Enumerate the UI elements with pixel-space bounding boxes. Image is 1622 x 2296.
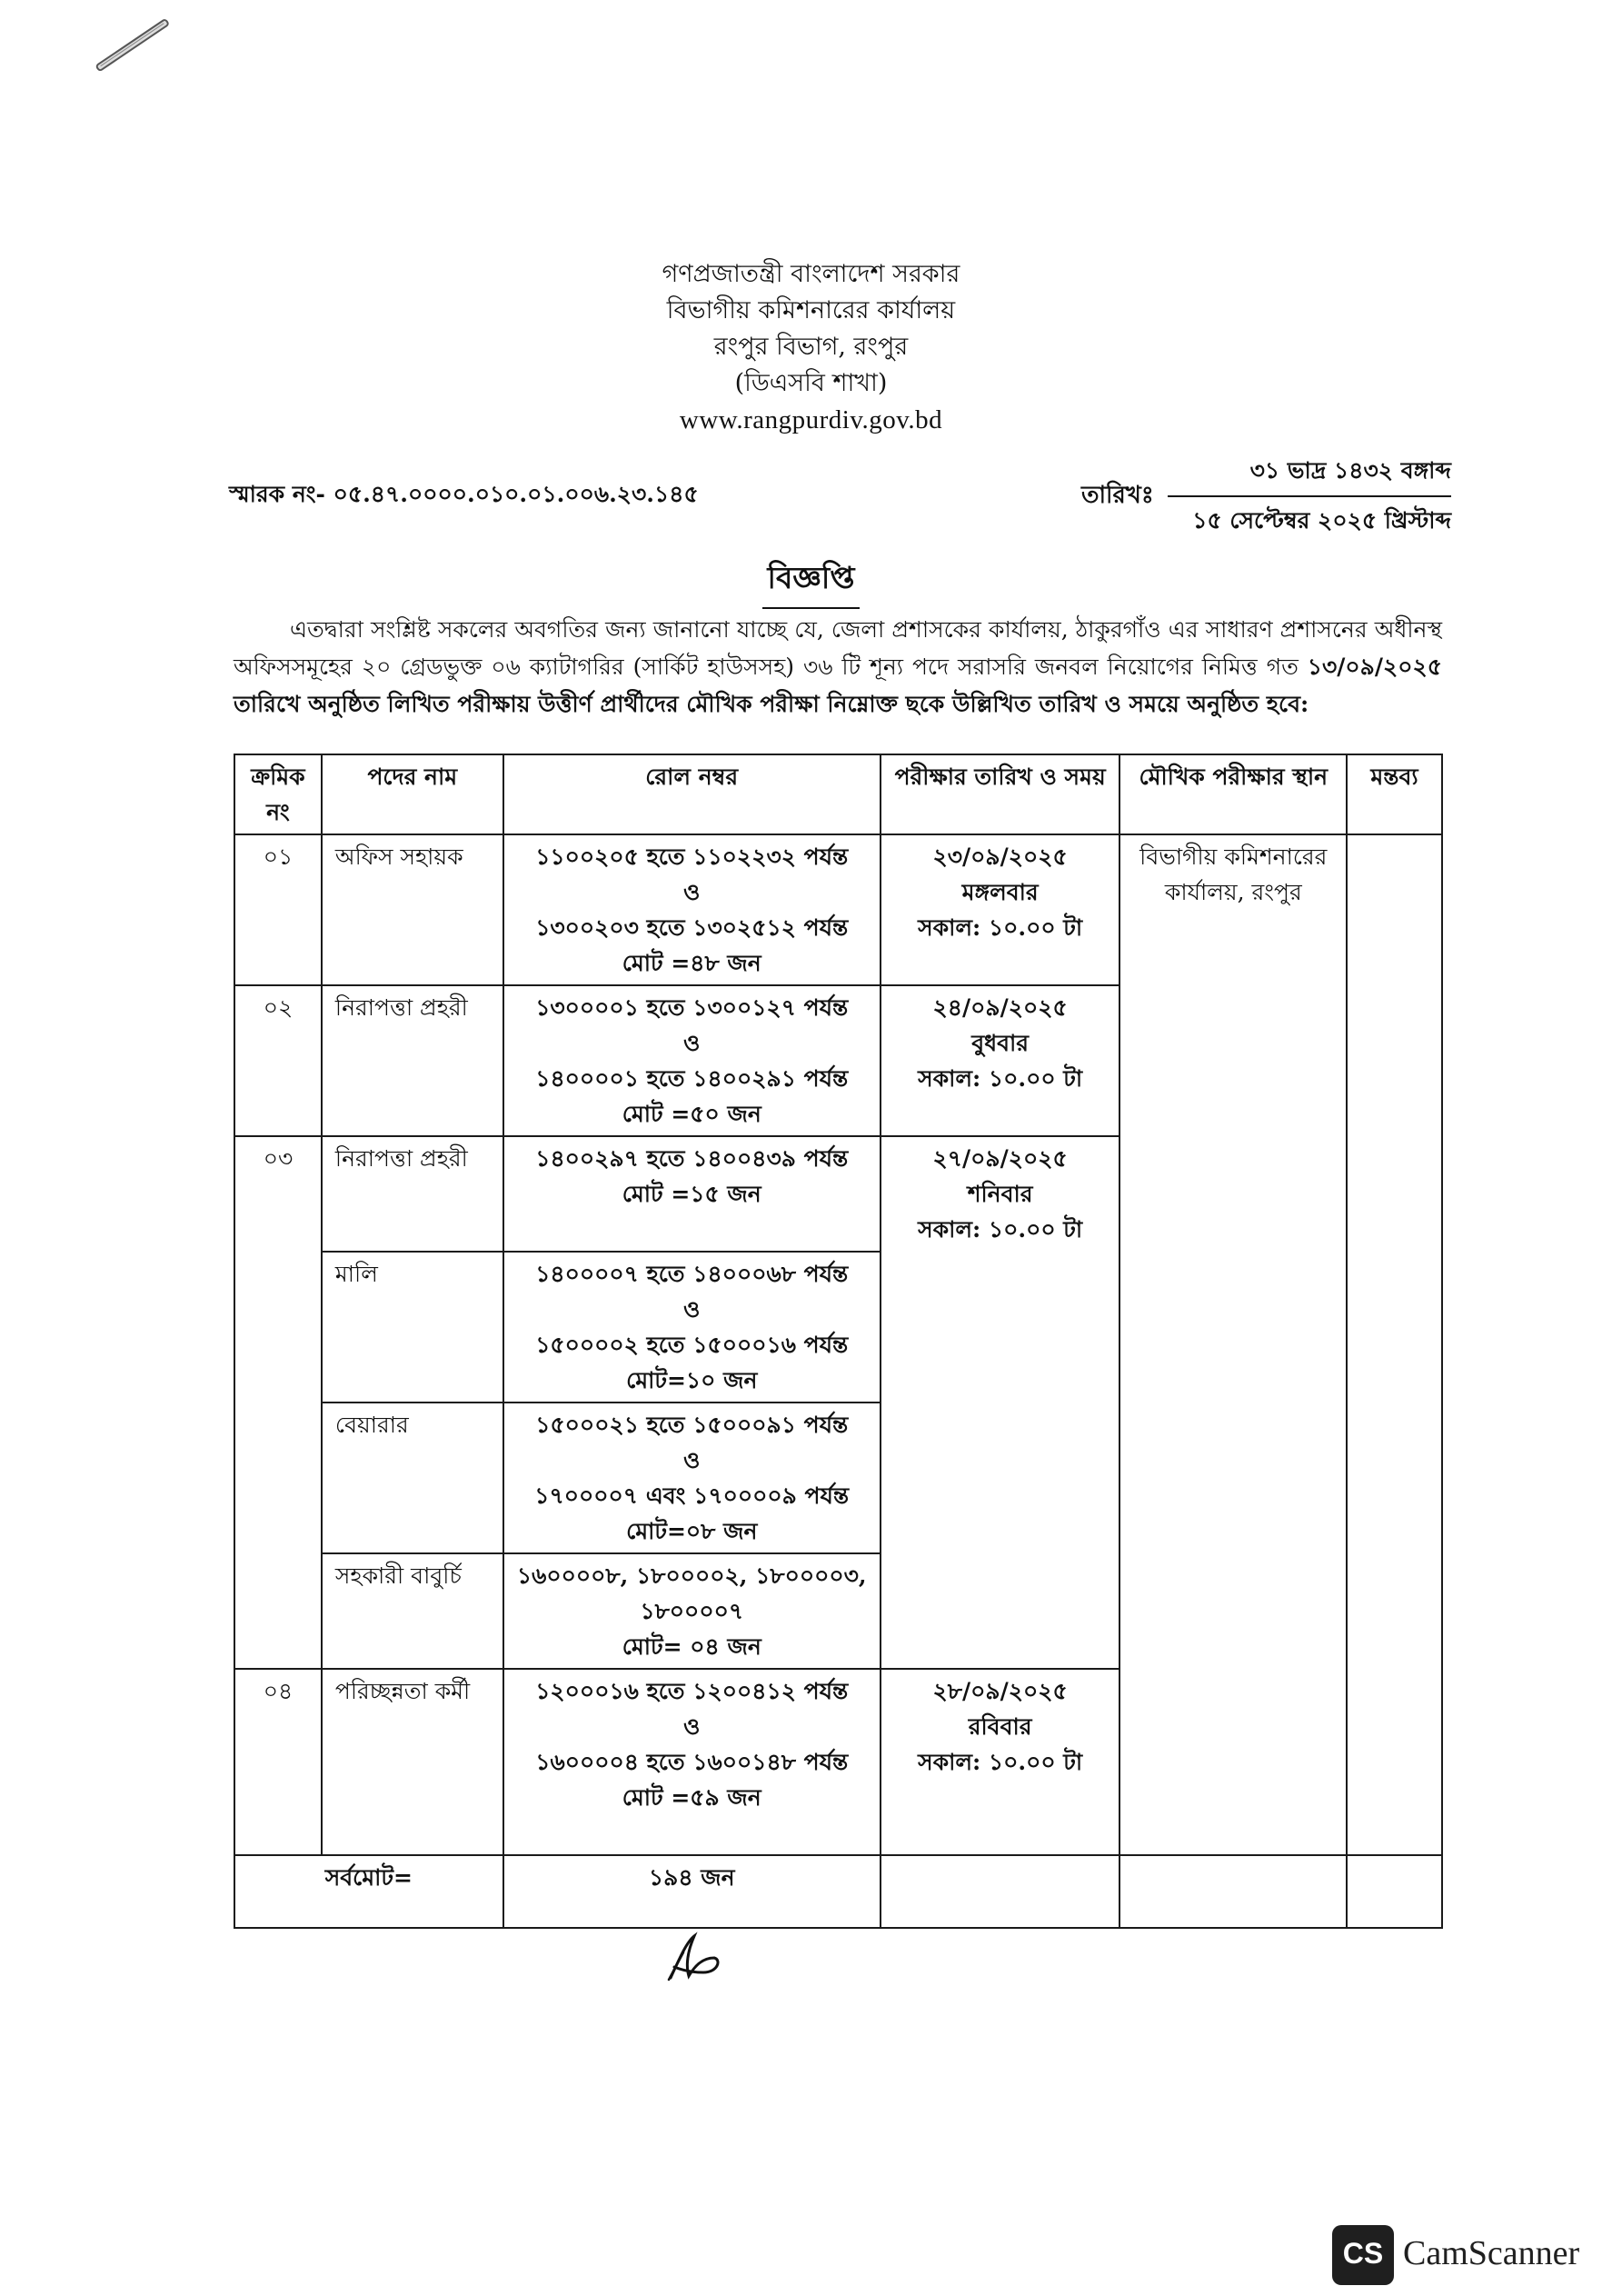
roll-total: মোট =১৫ জন bbox=[622, 1181, 761, 1207]
interview-schedule-table bbox=[234, 754, 1443, 1929]
exam-time: সকাল: ১০.০০ টা bbox=[918, 1065, 1083, 1092]
notice-title-wrap bbox=[0, 554, 1622, 609]
serial-cell: ০৪ bbox=[234, 1669, 322, 1855]
remarks-cell bbox=[1347, 834, 1442, 1855]
exam-date-cell bbox=[881, 985, 1120, 1136]
post-cell: নিরাপত্তা প্রহরী bbox=[322, 985, 503, 1136]
roll-range: ১৪০০০০৭ হতে ১৪০০০৬৮ পর্যন্ত bbox=[535, 1261, 849, 1287]
roll-cell bbox=[503, 1403, 881, 1553]
post-cell: সহকারী বাবুর্চি bbox=[322, 1553, 503, 1669]
roll-and: ও bbox=[683, 1030, 701, 1056]
letterhead bbox=[0, 256, 1622, 438]
col-serial: ক্রমিক নং bbox=[234, 754, 322, 834]
grand-total-label: সর্বমোট= bbox=[234, 1855, 503, 1928]
post-cell: পরিচ্ছন্নতা কর্মী bbox=[322, 1669, 503, 1855]
empty-cell bbox=[1119, 1855, 1347, 1928]
roll-range: ১৮০০০০৭ bbox=[640, 1598, 744, 1624]
memo-number: স্মারক নং- ০৫.৪৭.০০০০.০১০.০১.০০৬.২৩.১৪৫ bbox=[229, 481, 699, 507]
office-name: বিভাগীয় কমিশনারের কার্যালয় bbox=[666, 296, 956, 324]
table-row bbox=[234, 834, 1442, 985]
table-header-row bbox=[234, 754, 1442, 834]
roll-total: মোট =৫৯ জন bbox=[622, 1784, 761, 1811]
camscanner-logo: CS bbox=[1332, 2225, 1394, 2285]
roll-and: ও bbox=[683, 1447, 701, 1473]
staple-mark bbox=[93, 15, 174, 76]
division-name: রংপুর বিভাগ, রংপুর bbox=[713, 333, 909, 361]
serial-cell: ০৩ bbox=[234, 1136, 322, 1669]
empty-cell bbox=[881, 1855, 1120, 1928]
col-remarks: মন্তব্য bbox=[1347, 754, 1442, 834]
roll-range: ১৬০০০০৪ হতে ১৬০০১৪৮ পর্যন্ত bbox=[535, 1749, 849, 1775]
roll-total: মোট =৫০ জন bbox=[622, 1101, 761, 1127]
roll-range: ১৪০০০০১ হতে ১৪০০২৯১ পর্যন্ত bbox=[535, 1065, 849, 1092]
roll-range: ১৫০০০২১ হতে ১৫০০০৯১ পর্যন্ত bbox=[535, 1412, 849, 1438]
roll-cell bbox=[503, 1136, 881, 1252]
notice-body-bold: ১৩/০৯/২০২৫ তারিখে অনুষ্ঠিত লিখিত পরীক্ষায় উত্তীর্ণ প্রার্থীদের মৌখিক পরীক্ষা নিম্নোক্ত ছকে উল্লিখিত তারিখ ও সময়ে অনুষ্ঠিত হবে: bbox=[234, 654, 1442, 717]
roll-total: মোট=১০ জন bbox=[626, 1367, 758, 1393]
date-label: তারিখঃ bbox=[1081, 482, 1154, 509]
roll-range: ১৩০০২০৩ হতে ১৩০২৫১২ পর্যন্ত bbox=[535, 914, 849, 941]
grand-total-row bbox=[234, 1855, 1442, 1928]
notice-body-text: এতদ্বারা সংশ্লিষ্ট সকলের অবগতির জন্য জানানো যাচ্ছে যে, জেলা প্রশাসকের কার্যালয়, ঠাকুরগাঁও এর সাধারণ প্রশাসনের অধীনস্থ অফিসসমূহের ২০ গ্রেডভুক্ত ০৬ ক্যাটাগরির (সার্কিট হাউসসহ) ৩৬ টি শূন্য পদে সরাসরি জনবল নিয়োগের নিমিত্ত গত bbox=[234, 616, 1442, 680]
roll-cell bbox=[503, 834, 881, 985]
serial-cell: ০২ bbox=[234, 985, 322, 1136]
exam-time: সকাল: ১০.০০ টা bbox=[918, 914, 1083, 941]
govt-name: গণপ্রজাতন্ত্রী বাংলাদেশ সরকার bbox=[662, 260, 960, 288]
col-roll: রোল নম্বর bbox=[503, 754, 881, 834]
date-bangla: ৩১ ভাদ্র ১৪৩২ বঙ্গাব্দ bbox=[1168, 453, 1451, 497]
exam-day: বুধবার bbox=[971, 1030, 1030, 1056]
roll-cell bbox=[503, 985, 881, 1136]
exam-date-cell bbox=[881, 834, 1120, 985]
exam-time: সকাল: ১০.০০ টা bbox=[918, 1216, 1083, 1243]
date-block bbox=[1168, 453, 1451, 542]
roll-range: ১১০০২০৫ হতে ১১০২২৩২ পর্যন্ত bbox=[535, 844, 849, 870]
serial-cell: ০১ bbox=[234, 834, 322, 985]
exam-date: ২৩/০৯/২০২৫ bbox=[932, 844, 1068, 870]
col-venue: মৌখিক পরীক্ষার স্থান bbox=[1119, 754, 1347, 834]
post-cell: নিরাপত্তা প্রহরী bbox=[322, 1136, 503, 1252]
col-exam-date: পরীক্ষার তারিখ ও সময় bbox=[881, 754, 1120, 834]
exam-day: শনিবার bbox=[967, 1181, 1033, 1207]
notice-body bbox=[234, 611, 1442, 723]
roll-cell bbox=[503, 1252, 881, 1403]
venue-cell: বিভাগীয় কমিশনারের কার্যালয়, রংপুর bbox=[1119, 834, 1347, 1855]
branch-name: (ডিএসবি শাখা) bbox=[734, 369, 888, 397]
notice-title: বিজ্ঞপ্তি bbox=[762, 554, 861, 609]
exam-day: মঙ্গলবার bbox=[961, 879, 1039, 905]
roll-and: ও bbox=[683, 1713, 701, 1740]
post-cell: অফিস সহায়ক bbox=[322, 834, 503, 985]
exam-date: ২৪/০৯/২০২৫ bbox=[932, 994, 1068, 1021]
roll-range: ১৫০০০০২ হতে ১৫০০০১৬ পর্যন্ত bbox=[535, 1332, 849, 1358]
post-cell: বেয়ারার bbox=[322, 1403, 503, 1553]
roll-total: মোট=০৮ জন bbox=[626, 1518, 758, 1544]
roll-range: ১৬০০০০৮, ১৮০০০০২, ১৮০০০০৩, bbox=[516, 1562, 867, 1589]
exam-time: সকাল: ১০.০০ টা bbox=[918, 1749, 1083, 1775]
exam-date: ২৮/০৯/২০২৫ bbox=[932, 1678, 1068, 1704]
roll-range: ১৪০০২৯৭ হতে ১৪০০৪৩৯ পর্যন্ত bbox=[535, 1145, 849, 1172]
date-english: ১৫ সেপ্টেম্বর ২০২৫ খ্রিস্টাব্দ bbox=[1192, 507, 1451, 534]
website-link[interactable]: www.rangpurdiv.gov.bd bbox=[679, 405, 943, 434]
roll-cell bbox=[503, 1553, 881, 1669]
roll-total: মোট= ০৪ জন bbox=[622, 1633, 761, 1660]
grand-total-value: ১৯৪ জন bbox=[503, 1855, 881, 1928]
exam-day: রবিবার bbox=[968, 1713, 1032, 1740]
roll-cell bbox=[503, 1669, 881, 1855]
roll-range: ১২০০০১৬ হতে ১২০০৪১২ পর্যন্ত bbox=[535, 1678, 849, 1704]
post-cell: মালি bbox=[322, 1252, 503, 1403]
roll-total: মোট =৪৮ জন bbox=[622, 950, 761, 976]
signature-icon bbox=[662, 1931, 727, 1985]
exam-date-cell bbox=[881, 1669, 1120, 1855]
camscanner-brand: CamScanner bbox=[1403, 2234, 1580, 2272]
exam-date: ২৭/০৯/২০২৫ bbox=[932, 1145, 1068, 1172]
roll-and: ও bbox=[683, 1296, 701, 1323]
roll-range: ১৭০০০০৭ এবং ১৭০০০০৯ পর্যন্ত bbox=[534, 1482, 850, 1509]
exam-date-cell bbox=[881, 1136, 1120, 1669]
roll-and: ও bbox=[683, 879, 701, 905]
empty-cell bbox=[1347, 1855, 1442, 1928]
roll-range: ১৩০০০০১ হতে ১৩০০১২৭ পর্যন্ত bbox=[535, 994, 849, 1021]
col-post: পদের নাম bbox=[322, 754, 503, 834]
